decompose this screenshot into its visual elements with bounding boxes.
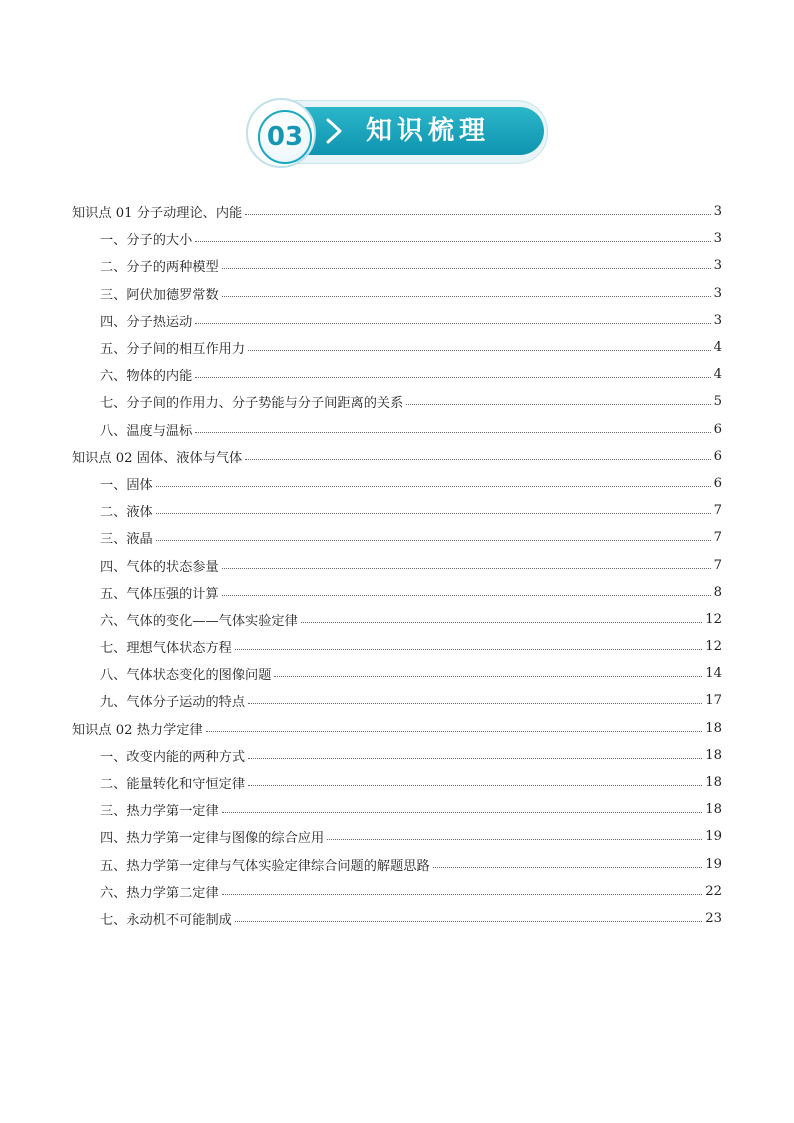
toc-dot-leader bbox=[235, 921, 702, 922]
toc-dot-leader bbox=[222, 268, 711, 269]
toc-dot-leader bbox=[301, 622, 702, 623]
toc-entry-label: 八、温度与温标 bbox=[100, 423, 193, 439]
toc-page-number: 17 bbox=[705, 693, 722, 709]
toc-entry[interactable] bbox=[72, 660, 722, 687]
toc-entry-label: 六、热力学第二定律 bbox=[100, 885, 219, 901]
toc-page-number: 3 bbox=[713, 204, 722, 220]
toc-dot-leader bbox=[433, 867, 703, 868]
toc-entry-label: 五、热力学第一定律与气体实验定律综合问题的解题思路 bbox=[100, 858, 430, 874]
toc-dot-leader bbox=[327, 839, 702, 840]
chevron-right-icon bbox=[320, 116, 350, 146]
toc-entry[interactable] bbox=[72, 687, 722, 714]
toc-dot-leader bbox=[222, 812, 703, 813]
toc-entry[interactable] bbox=[72, 851, 722, 878]
toc-dot-leader bbox=[245, 214, 710, 215]
toc-entry-label: 四、热力学第一定律与图像的综合应用 bbox=[100, 831, 325, 847]
toc-page-number: 14 bbox=[705, 666, 722, 682]
toc-dot-leader bbox=[245, 459, 710, 460]
toc-dot-leader bbox=[248, 758, 702, 759]
toc-dot-leader bbox=[195, 323, 710, 324]
toc-dot-leader bbox=[222, 296, 711, 297]
toc-entry-label: 七、永动机不可能制成 bbox=[100, 912, 232, 928]
toc-page-number: 6 bbox=[713, 421, 722, 437]
toc-page-number: 18 bbox=[705, 747, 722, 763]
toc-dot-leader bbox=[195, 241, 710, 242]
toc-page-number: 18 bbox=[705, 720, 722, 736]
toc-entry-label: 二、能量转化和守恒定律 bbox=[100, 777, 246, 793]
toc-page-number: 5 bbox=[713, 394, 722, 410]
toc-entry[interactable] bbox=[72, 416, 722, 443]
toc-entry-label: 七、理想气体状态方程 bbox=[100, 641, 232, 657]
toc-page-number: 19 bbox=[705, 829, 722, 845]
toc-page-number: 7 bbox=[713, 530, 722, 546]
toc-dot-leader bbox=[195, 377, 710, 378]
toc-dot-leader bbox=[206, 731, 703, 732]
toc-dot-leader bbox=[248, 785, 702, 786]
toc-entry[interactable] bbox=[72, 252, 722, 279]
toc-entry[interactable] bbox=[72, 579, 722, 606]
toc-entry[interactable] bbox=[72, 796, 722, 823]
toc-entry[interactable] bbox=[72, 361, 722, 388]
toc-entry-label: 三、热力学第一定律 bbox=[100, 804, 219, 820]
toc-page-number: 3 bbox=[713, 312, 722, 328]
toc-page-number: 12 bbox=[705, 639, 722, 655]
toc-page-number: 22 bbox=[705, 883, 722, 899]
toc-entry-label: 三、液晶 bbox=[100, 532, 153, 548]
toc-entry[interactable] bbox=[72, 225, 722, 252]
banner-number-ring bbox=[246, 98, 316, 168]
toc-page-number: 18 bbox=[705, 775, 722, 791]
toc-section-entry[interactable] bbox=[72, 443, 722, 470]
toc-entry[interactable] bbox=[72, 606, 722, 633]
toc-entry-label: 二、分子的两种模型 bbox=[100, 260, 219, 276]
toc-entry-label: 四、气体的状态参量 bbox=[100, 559, 219, 575]
toc-entry[interactable] bbox=[72, 524, 722, 551]
toc-page-number: 8 bbox=[713, 584, 722, 600]
toc-entry-label: 七、分子间的作用力、分子势能与分子间距离的关系 bbox=[100, 396, 404, 412]
toc-dot-leader bbox=[156, 486, 711, 487]
toc-entry[interactable] bbox=[72, 551, 722, 578]
toc-dot-leader bbox=[235, 649, 702, 650]
toc-entry-label: 知识点 02 固体、液体与气体 bbox=[72, 450, 243, 466]
toc-entry[interactable] bbox=[72, 823, 722, 850]
toc-dot-leader bbox=[222, 568, 711, 569]
toc-entry[interactable] bbox=[72, 769, 722, 796]
toc-page-number: 6 bbox=[713, 475, 722, 491]
toc-entry[interactable] bbox=[72, 280, 722, 307]
toc-dot-leader bbox=[248, 703, 702, 704]
toc-entry-label: 六、物体的内能 bbox=[100, 369, 193, 385]
toc-section-entry[interactable] bbox=[72, 198, 722, 225]
toc-entry-label: 知识点 02 热力学定律 bbox=[72, 722, 203, 738]
toc-page-number: 6 bbox=[713, 448, 722, 464]
section-number: 03 bbox=[258, 110, 312, 164]
toc-section-entry[interactable] bbox=[72, 715, 722, 742]
toc-page-number: 3 bbox=[713, 258, 722, 274]
toc-entry-label: 一、固体 bbox=[100, 477, 153, 493]
toc-dot-leader bbox=[274, 676, 702, 677]
toc-entry-label: 五、气体压强的计算 bbox=[100, 586, 219, 602]
toc-entry-label: 八、气体状态变化的图像问题 bbox=[100, 668, 272, 684]
toc-entry-label: 三、阿伏加德罗常数 bbox=[100, 287, 219, 303]
toc-entry[interactable] bbox=[72, 742, 722, 769]
toc-page-number: 23 bbox=[705, 910, 722, 926]
toc-entry-label: 知识点 01 分子动理论、内能 bbox=[72, 206, 243, 222]
toc-entry[interactable] bbox=[72, 388, 722, 415]
toc-entry[interactable] bbox=[72, 307, 722, 334]
toc-entry[interactable] bbox=[72, 878, 722, 905]
toc-entry-label: 五、分子间的相互作用力 bbox=[100, 342, 246, 358]
toc-entry[interactable] bbox=[72, 334, 722, 361]
toc-entry-label: 一、分子的大小 bbox=[100, 233, 193, 249]
toc-entry-label: 六、气体的变化——气体实验定律 bbox=[100, 613, 298, 629]
table-of-contents bbox=[72, 198, 722, 932]
toc-entry[interactable] bbox=[72, 497, 722, 524]
toc-entry[interactable] bbox=[72, 905, 722, 932]
section-banner bbox=[244, 96, 550, 166]
toc-page-number: 12 bbox=[705, 611, 722, 627]
toc-page-number: 18 bbox=[705, 802, 722, 818]
toc-page-number: 3 bbox=[713, 231, 722, 247]
section-title: 知识梳理 bbox=[366, 116, 491, 146]
toc-dot-leader bbox=[195, 432, 710, 433]
toc-dot-leader bbox=[156, 513, 711, 514]
toc-entry-label: 九、气体分子运动的特点 bbox=[100, 695, 246, 711]
toc-entry-label: 二、液体 bbox=[100, 505, 153, 521]
toc-page-number: 19 bbox=[705, 856, 722, 872]
toc-page-number: 7 bbox=[713, 503, 722, 519]
toc-entry-label: 一、改变内能的两种方式 bbox=[100, 749, 246, 765]
toc-dot-leader bbox=[406, 404, 710, 405]
toc-page-number: 4 bbox=[713, 367, 722, 383]
toc-entry[interactable] bbox=[72, 633, 722, 660]
toc-dot-leader bbox=[156, 540, 711, 541]
toc-dot-leader bbox=[222, 595, 711, 596]
toc-dot-leader bbox=[248, 350, 711, 351]
toc-page-number: 7 bbox=[713, 557, 722, 573]
toc-page-number: 4 bbox=[713, 340, 722, 356]
toc-entry[interactable] bbox=[72, 470, 722, 497]
toc-dot-leader bbox=[222, 894, 703, 895]
toc-entry-label: 四、分子热运动 bbox=[100, 314, 193, 330]
toc-page-number: 3 bbox=[713, 285, 722, 301]
